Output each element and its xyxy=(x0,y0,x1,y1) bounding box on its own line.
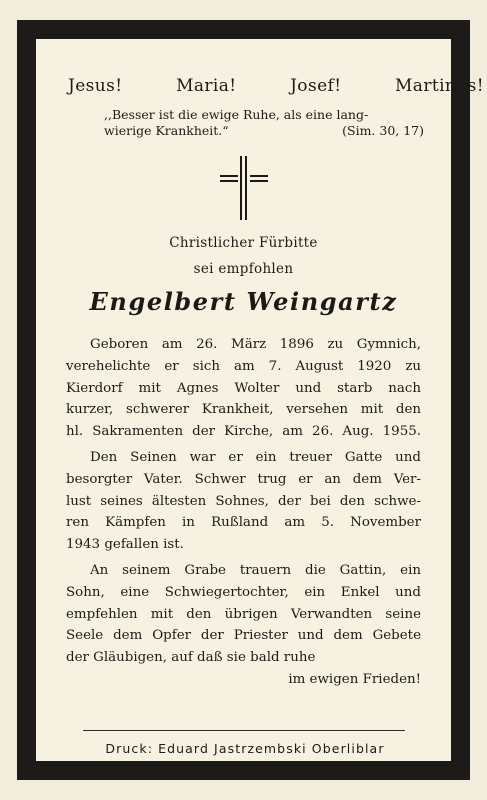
intercession-line-2: sei empfohlen xyxy=(193,261,294,277)
paragraph-line: kurzer, schwerer Krankheit, versehen mit den xyxy=(66,402,421,418)
paragraph-line: ren Kämpfen in Rußland am 5. November xyxy=(66,515,421,531)
intercession-line-1: Christlicher Fürbitte xyxy=(169,235,318,251)
family-paragraph xyxy=(66,447,421,556)
invocation-line xyxy=(36,76,487,96)
invocation-martinus: Martinus! xyxy=(395,76,484,96)
scripture-quote xyxy=(104,107,424,139)
paragraph-line: der Gläubigen, auf daß sie bald ruhe xyxy=(66,650,316,666)
paragraph-line: Sohn, eine Schwiegertochter, ein Enkel und xyxy=(66,584,421,600)
invocation-jesus: Jesus! xyxy=(68,76,123,96)
mourners-paragraph xyxy=(66,560,421,691)
quote-line-1: ,,Besser ist die ewige Ruhe, als eine lang- xyxy=(104,107,369,122)
paragraph-line: Kierdorf mit Agnes Wolter und starb nach xyxy=(66,380,421,396)
paragraph-line: besorgter Vater. Schwer trug er an dem Ver- xyxy=(66,471,421,487)
paragraph-line: verehelichte er sich am 7. August 1920 zu xyxy=(66,358,421,374)
paragraph-line: lust seines ältesten Sohnes, der bei den schwe- xyxy=(66,493,421,509)
invocation-maria: Maria! xyxy=(176,76,237,96)
printer-credit: Druck: Eduard Jastrzembski Oberliblar xyxy=(105,741,385,756)
paragraph-line: empfehlen mit den übrigen Verwandten seine xyxy=(66,606,421,622)
paragraph-line: hl. Sakramenten der Kirche, am 26. Aug. 1955. xyxy=(66,424,421,440)
paragraph-line: Den Seinen war er ein treuer Gatte und xyxy=(90,450,421,465)
biography-paragraph xyxy=(66,334,421,443)
cross-icon xyxy=(219,155,269,221)
divider-rule xyxy=(83,730,405,731)
paragraph-line: 1943 gefallen ist. xyxy=(66,537,184,553)
quote-line-2: wierige Krankheit.“ xyxy=(104,123,229,138)
quote-reference: (Sim. 30, 17) xyxy=(342,123,424,138)
deceased-name: Engelbert Weingartz xyxy=(89,287,398,316)
paragraph-line: im ewigen Frieden! xyxy=(288,671,421,687)
paragraph-line: Geboren am 26. März 1896 zu Gymnich, xyxy=(90,337,421,352)
paragraph-line: Seele dem Opfer der Priester und dem Gebete xyxy=(66,628,421,644)
invocation-josef: Josef! xyxy=(290,76,342,96)
paragraph-line: An seinem Grabe trauern die Gattin, ein xyxy=(90,563,421,578)
